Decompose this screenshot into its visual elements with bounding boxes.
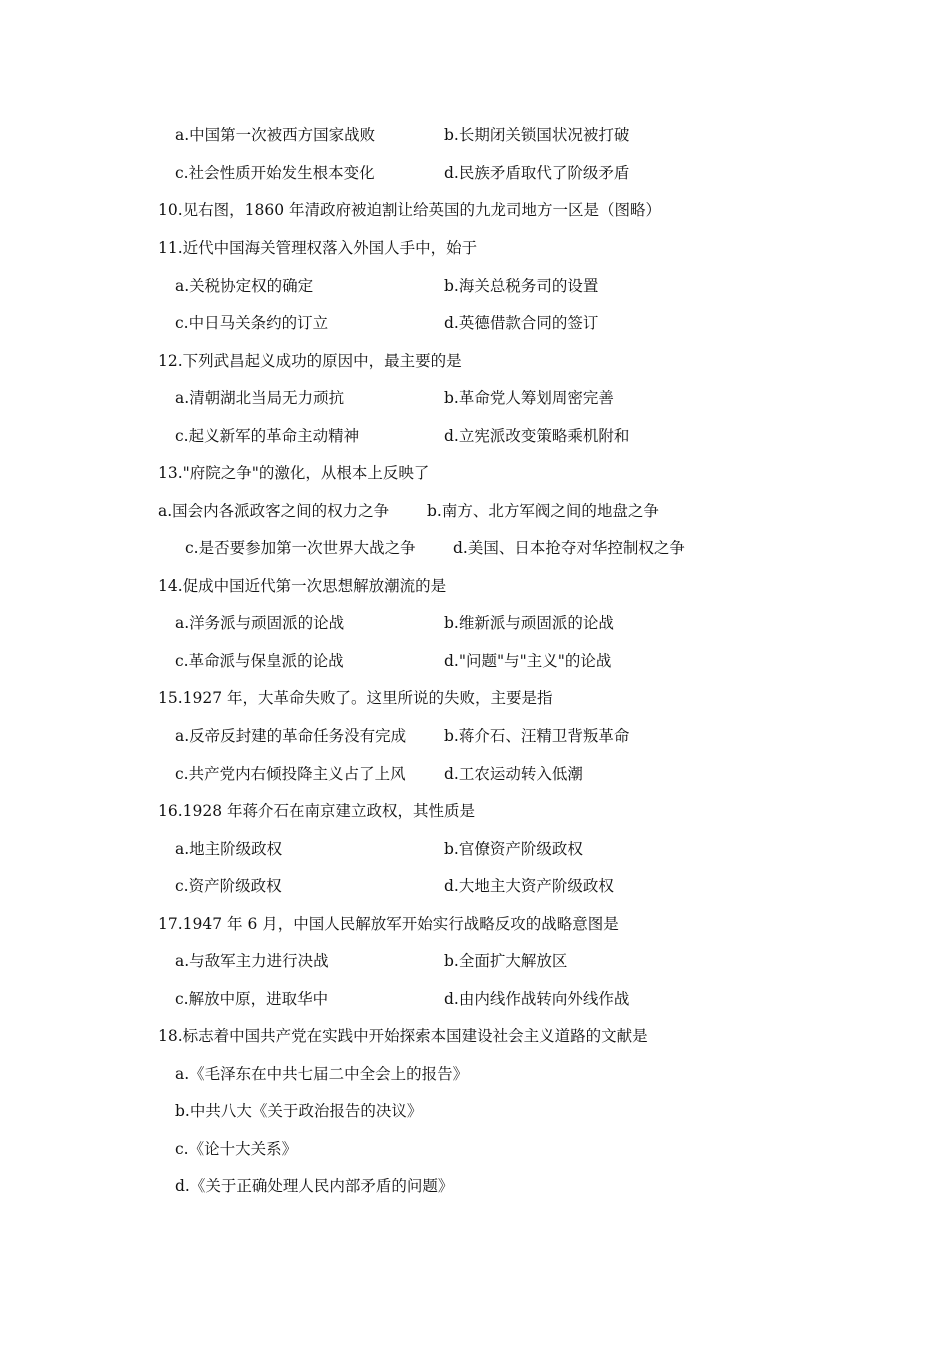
q18-option-c: c.《论十大关系》 [175,1140,298,1158]
q14-option-c: c.革命派与保皇派的论战 [175,652,344,670]
q15-option-c: c.共产党内右倾投降主义占了上风 [175,765,406,783]
q18-option-a: a.《毛泽东在中共七届二中全会上的报告》 [175,1065,469,1083]
q14-option-d: d."问题"与"主义"的论战 [444,652,612,670]
q18-stem: 18.标志着中国共产党在实践中开始探索本国建设社会主义道路的文献是 [158,1027,648,1045]
q9-option-a: a.中国第一次被西方国家战败 [175,126,376,144]
q15-stem: 15.1927 年，大革命失败了。这里所说的失败，主要是指 [158,689,553,707]
q13-option-b: b.南方、北方军阀之间的地盘之争 [427,502,659,520]
q17-option-d: d.由内线作战转向外线作战 [444,990,630,1008]
q14-option-b: b.维新派与顽固派的论战 [444,614,614,632]
q14-option-a: a.洋务派与顽固派的论战 [175,614,345,632]
q16-option-c: c.资产阶级政权 [175,877,282,895]
q12-option-d: d.立宪派改变策略乘机附和 [444,427,630,445]
q17-option-a: a.与敌军主力进行决战 [175,952,329,970]
q9-option-c: c.社会性质开始发生根本变化 [175,164,375,182]
q17-option-b: b.全面扩大解放区 [444,952,568,970]
q18-option-b: b.中共八大《关于政治报告的决议》 [175,1102,423,1120]
q13-option-c: c.是否要参加第一次世界大战之争 [185,539,416,557]
q11-option-c: c.中日马关条约的订立 [175,314,329,332]
q12-option-c: c.起义新军的革命主动精神 [175,427,360,445]
q12-option-b: b.革命党人筹划周密完善 [444,389,614,407]
q11-option-a: a.关税协定权的确定 [175,277,314,295]
q13-stem: 13."府院之争"的激化，从根本上反映了 [158,464,430,482]
q9-option-b: b.长期闭关锁国状况被打破 [444,126,630,144]
q15-option-a: a.反帝反封建的革命任务没有完成 [175,727,407,745]
q17-stem: 17.1947 年 6 月，中国人民解放军开始实行战略反攻的战略意图是 [158,915,619,933]
q15-option-b: b.蒋介石、汪精卫背叛革命 [444,727,630,745]
q11-stem: 11.近代中国海关管理权落入外国人手中，始于 [158,239,478,257]
q13-option-a: a.国会内各派政客之间的权力之争 [158,502,390,520]
q13-option-d: d.美国、日本抢夺对华控制权之争 [453,539,685,557]
q16-option-b: b.官僚资产阶级政权 [444,840,583,858]
q11-option-d: d.英德借款合同的签订 [444,314,599,332]
q16-option-a: a.地主阶级政权 [175,840,283,858]
q12-option-a: a.清朝湖北当局无力顽抗 [175,389,345,407]
q9-option-d: d.民族矛盾取代了阶级矛盾 [444,164,630,182]
q14-stem: 14.促成中国近代第一次思想解放潮流的是 [158,577,447,595]
q15-option-d: d.工农运动转入低潮 [444,765,583,783]
q17-option-c: c.解放中原，进取华中 [175,990,329,1008]
q12-stem: 12.下列武昌起义成功的原因中，最主要的是 [158,352,462,370]
q10-stem: 10.见右图，1860 年清政府被迫割让给英国的九龙司地方一区是（图略） [158,201,662,219]
q11-option-b: b.海关总税务司的设置 [444,277,599,295]
q18-option-d: d.《关于正确处理人民内部矛盾的问题》 [175,1177,454,1195]
q16-stem: 16.1928 年蒋介石在南京建立政权，其性质是 [158,802,476,820]
q16-option-d: d.大地主大资产阶级政权 [444,877,614,895]
